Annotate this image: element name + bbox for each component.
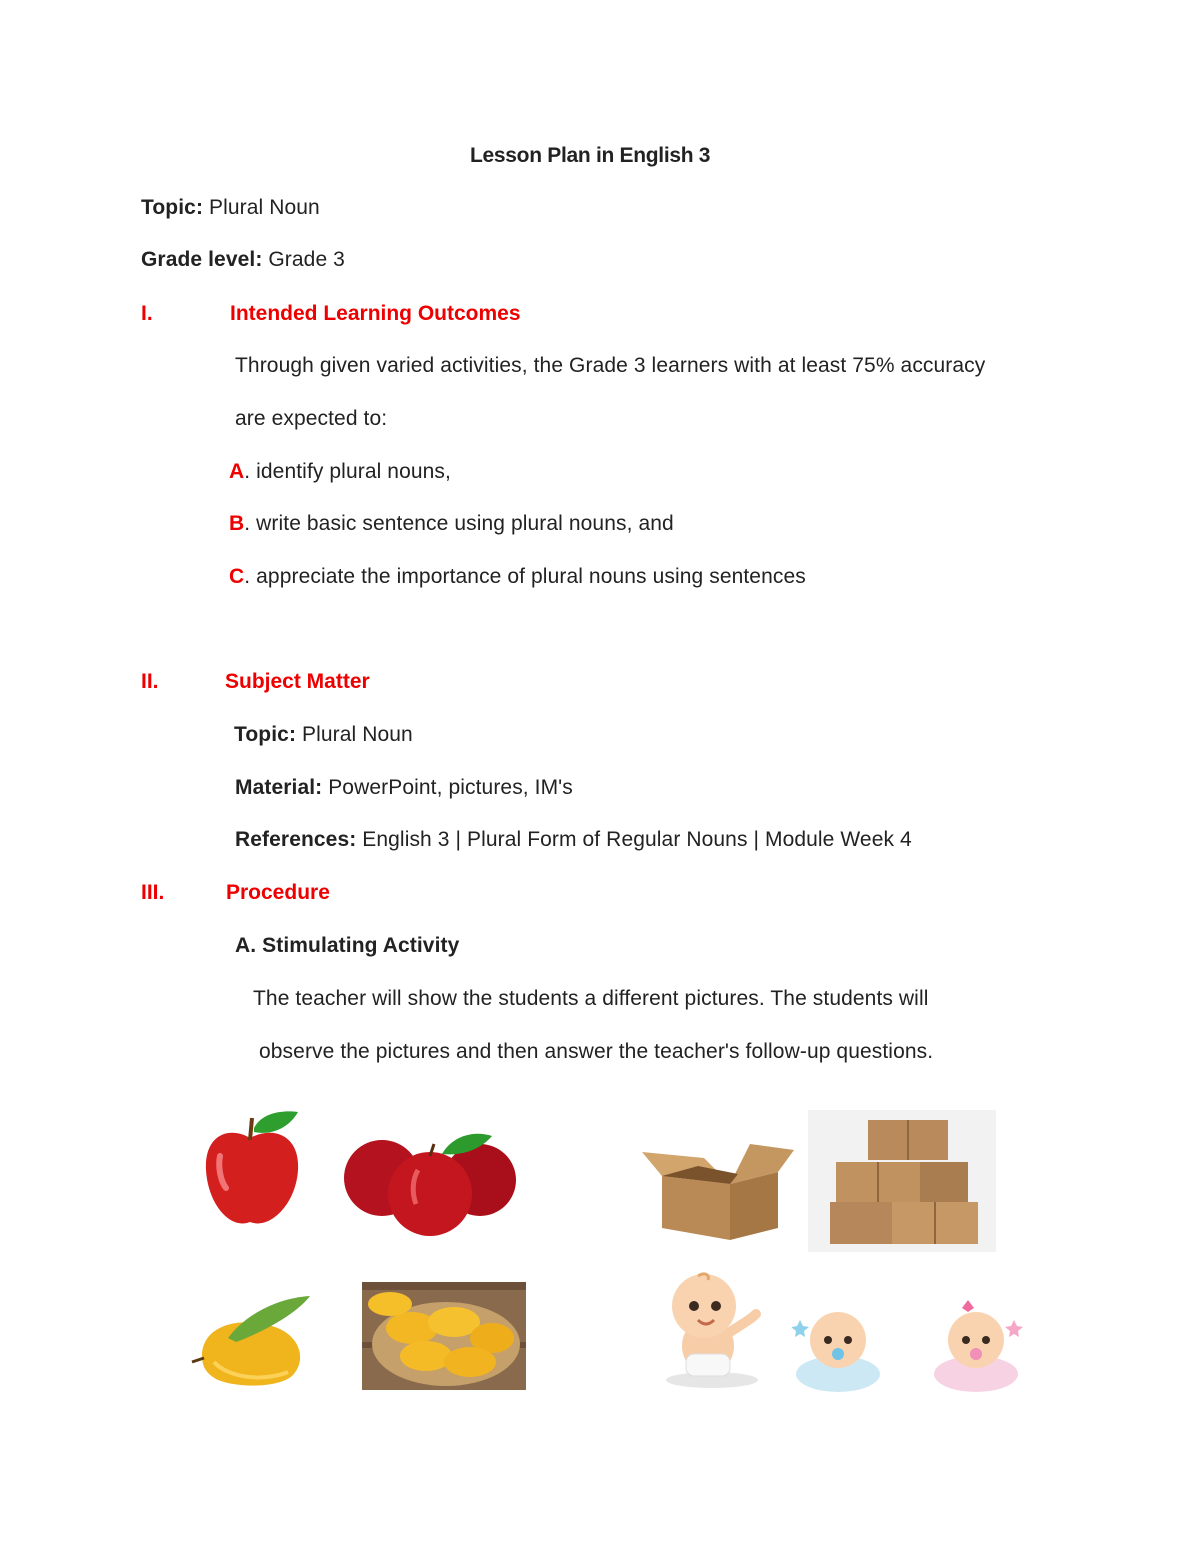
outcome-text: . appreciate the importance of plural nouns using sentences bbox=[244, 565, 806, 588]
section-1-title: Intended Learning Outcomes bbox=[230, 302, 521, 325]
outcome-item-a bbox=[229, 460, 451, 484]
outcome-item-b bbox=[229, 512, 674, 536]
outcome-letter: B bbox=[229, 512, 245, 535]
references-value: English 3 | Plural Form of Regular Nouns | Module Week 4 bbox=[356, 828, 912, 851]
outcomes-intro-2: are expected to: bbox=[235, 407, 388, 430]
references-line bbox=[235, 828, 912, 852]
outcome-letter: C bbox=[229, 565, 245, 588]
procedure-text-2: observe the pictures and then answer the teacher's follow-up questions. bbox=[259, 1040, 934, 1063]
grade-line bbox=[141, 248, 345, 272]
section-3-title: Procedure bbox=[226, 881, 330, 904]
page-title: Lesson Plan in English 3 bbox=[470, 144, 711, 167]
topic-value: Plural Noun bbox=[203, 196, 320, 219]
baby-icon bbox=[660, 1268, 764, 1392]
subject-topic-label: Topic: bbox=[234, 723, 297, 746]
grade-value: Grade 3 bbox=[262, 248, 345, 271]
section-2-number: II. bbox=[141, 670, 159, 693]
mangoes-icon bbox=[362, 1282, 526, 1390]
subject-topic-line bbox=[234, 723, 413, 747]
topic-line bbox=[141, 196, 320, 220]
subject-topic-value: Plural Noun bbox=[296, 723, 413, 746]
references-label: References: bbox=[235, 828, 357, 851]
boxes-icon bbox=[808, 1110, 996, 1252]
section-1-number: I. bbox=[141, 302, 153, 325]
material-label: Material: bbox=[235, 776, 323, 799]
material-value: PowerPoint, pictures, IM's bbox=[322, 776, 573, 799]
outcome-text: . identify plural nouns, bbox=[244, 460, 451, 483]
topic-label: Topic: bbox=[141, 196, 204, 219]
babies-icon bbox=[792, 1290, 1028, 1396]
apples-icon bbox=[342, 1128, 520, 1240]
apple-icon bbox=[200, 1108, 304, 1230]
material-line bbox=[235, 776, 573, 800]
outcomes-intro-1: Through given varied activities, the Grade 3 learners with at least 75% accuracy bbox=[235, 354, 986, 377]
mango-icon bbox=[188, 1292, 316, 1390]
outcome-item-c bbox=[229, 565, 806, 589]
outcome-text: . write basic sentence using plural nouns, and bbox=[244, 512, 674, 535]
grade-label: Grade level: bbox=[141, 248, 263, 271]
section-3-number: III. bbox=[141, 881, 165, 904]
procedure-text-1: The teacher will show the students a different pictures. The students will bbox=[253, 987, 929, 1010]
outcome-letter: A bbox=[229, 460, 245, 483]
section-2-title: Subject Matter bbox=[225, 670, 370, 693]
procedure-subheading: A. Stimulating Activity bbox=[235, 934, 460, 957]
box-icon bbox=[638, 1136, 796, 1242]
